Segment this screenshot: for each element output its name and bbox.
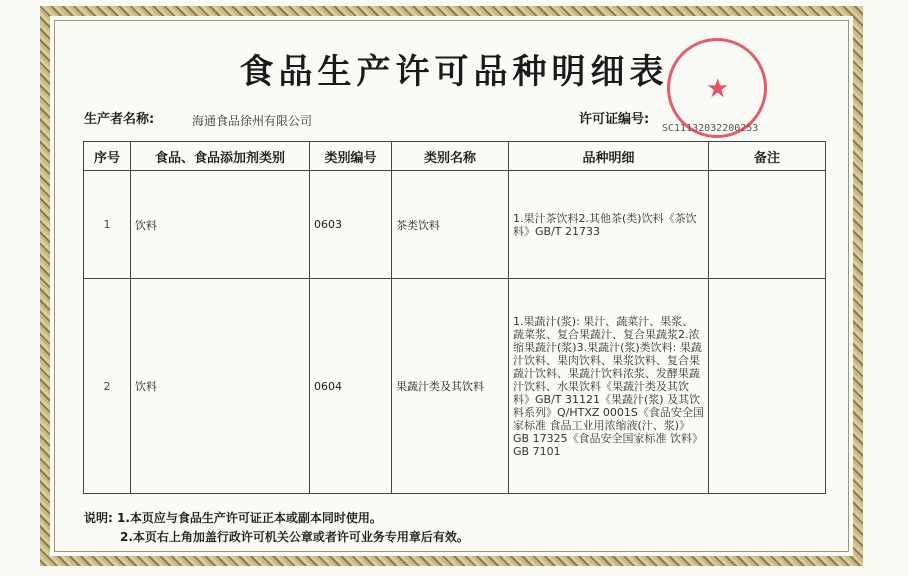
row-remark xyxy=(709,171,826,279)
header-name: 类别名称 xyxy=(392,142,509,171)
license-label: 许可证编号: xyxy=(579,112,650,127)
star-icon: ★ xyxy=(706,74,730,104)
producer-label: 生产者名称: xyxy=(84,112,155,127)
row-code: 0603 xyxy=(310,171,392,279)
notes xyxy=(84,509,469,547)
note-line-2: 2.本页右上角加盖行政许可机关公章或者许可业务专用章后有效。 xyxy=(120,530,469,544)
row-name: 茶类饮料 xyxy=(392,171,509,279)
row-category: 饮料 xyxy=(131,171,310,279)
page-title: 食品生产许可品种明细表 xyxy=(239,52,669,92)
row-no: 1 xyxy=(84,171,131,279)
variety-table xyxy=(83,141,826,494)
header-category: 食品、食品添加剂类别 xyxy=(131,142,310,171)
producer-value: 海通食品徐州有限公司 xyxy=(192,114,313,128)
header-no: 序号 xyxy=(84,142,131,171)
row-detail: 1.果蔬汁(浆): 果汁、蔬菜汁、果浆、蔬菜浆、复合果蔬汁、复合果蔬浆2.浓缩果蔬汁(浆)3.果蔬汁(浆)类饮料: 果蔬汁饮料、果肉饮料、果浆饮料、复合果蔬汁饮料、果蔬汁饮料浓浆、发酵果蔬汁饮料、水果饮料《果蔬汁类及其饮料》GB/T 31121《果蔬汁(浆) 及其饮料系列》Q/HTXZ 0001S《食品安全国家标准 食品工业用浓缩液(汁、浆)》GB 17325《食品安全国家标准 饮料》GB 7101 xyxy=(509,279,709,494)
row-code: 0604 xyxy=(310,279,392,494)
header-detail: 品种明细 xyxy=(509,142,709,171)
note-line-1: 说明: 1.本页应与食品生产许可证正本或副本同时使用。 xyxy=(84,511,382,525)
row-remark xyxy=(709,279,826,494)
table-row xyxy=(84,279,826,494)
header-remark: 备注 xyxy=(709,142,826,171)
table-row xyxy=(84,171,826,279)
table-header-row xyxy=(84,142,826,171)
license-number: SC11132032200253 xyxy=(662,123,759,134)
header-code: 类别编号 xyxy=(310,142,392,171)
row-no: 2 xyxy=(84,279,131,494)
row-name: 果蔬汁类及其饮料 xyxy=(392,279,509,494)
row-category: 饮料 xyxy=(131,279,310,494)
row-detail: 1.果汁茶饮料2.其他茶(类)饮料《茶饮料》GB/T 21733 xyxy=(509,171,709,279)
